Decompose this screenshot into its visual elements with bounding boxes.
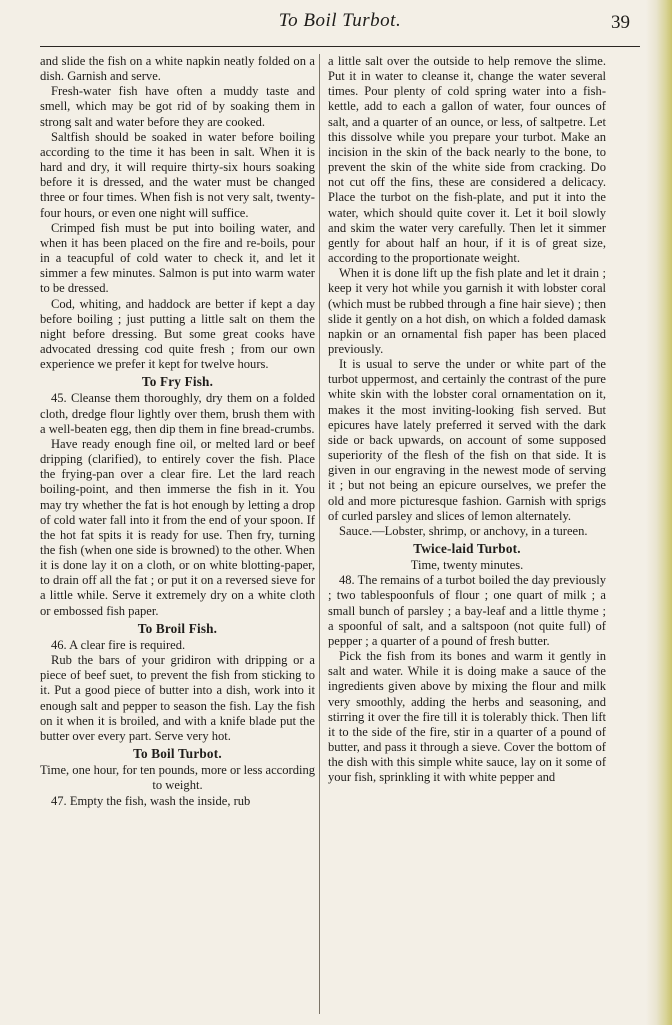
paragraph: Cod, whiting, and haddock are better if kept a day before boiling ; just putting a little salt on them the night before dressing. But some great cooks have advocated dressing cod quite fresh ; from our own experience we prefer it kept for twelve hours. (40, 296, 315, 372)
page-number: 39 (611, 12, 630, 33)
paragraph: Rub the bars of your gridiron with dripping or a piece of beef suet, to prevent the fish from sticking to it. Put a good piece of butter into a dish, work into it enough salt and pepper to season the fish. Lay the fish on it when it is broiled, and with a knife blade put the butter over every part. Serve very hot. (40, 653, 315, 743)
page-header (40, 10, 640, 40)
paragraph: and slide the fish on a white napkin neatly folded on a dish. Garnish and serve. (40, 54, 315, 84)
paragraph: Crimped fish must be put into boiling water, and when it has been placed on the fire and re-boils, pour in a teacupful of cold water to check it, and let it simmer a few minutes. Salmon is put into warm water to be dressed. (40, 220, 315, 296)
section-heading: To Boil Turbot. (133, 746, 222, 762)
page-edge (646, 0, 672, 1025)
paragraph: 47. Empty the fish, wash the inside, rub (51, 793, 251, 808)
paragraph: Saltfish should be soaked in water before boiling according to the time it has been in salt. When it is hard and dry, it will require thirty-six hours soaking before it is dressed, and the water must be changed three or four times. When fish is not very salt, twenty-four hours, or even one night will suffice. (40, 129, 315, 220)
section-heading: To Broil Fish. (137, 620, 218, 636)
time-note: Time, one hour, for ten pounds, more or less according to weight. (40, 763, 316, 793)
paragraph: a little salt over the outside to help remove the slime. Put it in water to cleanse it, change the water several times. Pour plenty of cold spring water into a fish-kettle, add to each a gallon of water, four ounces of salt, and a quarter of an ounce, or less, of saltpetre. Let this dissolve while you prepare your turbot. Make an incision in the skin of the back nearly to the bone, to prevent the skin of the white side from cracking. Do not cut off the fins, these are considered a delicacy. Place the turbot on the fish-plate, and put it into the water, which should quite cover it. Let it boil slowly and skim the water very carefully. Then let it simmer gently for about half an hour, if it is of great size, according to the proportionate weight. (328, 54, 606, 266)
paragraph: When it is done lift up the fish plate and let it drain ; keep it very hot while you garnish it with lobster coral (which must be rubbed through a fine hair sieve) ; then slide it gently on a hot dish, on which a folded damask napkin or an ornamental fish paper has been placed previously. (328, 266, 606, 356)
paragraph: Fresh-water fish have often a muddy taste and smell, which may be got rid of by soaking them in strong salt and water before they are cooked. (40, 84, 315, 129)
section-heading: Twice-laid Turbot. (413, 541, 521, 556)
header-rule (40, 46, 640, 47)
column-divider (319, 54, 320, 1014)
time-note: Time, twenty minutes. (410, 558, 524, 573)
paragraph: 48. The remains of a turbot boiled the day previously ; two tablespoonfuls of flour ; one quart of milk ; a small bunch of parsley ; a bay-leaf and a little thyme ; a spoonful of salt, and a saltspoon (not quite full) of pepper ; a quarter of a pound of fresh butter. (328, 573, 606, 648)
paragraph: Sauce.—Lobster, shrimp, or anchovy, in a tureen. (339, 523, 588, 538)
right-column (328, 54, 606, 1019)
left-column (40, 54, 315, 1019)
paragraph: Pick the fish from its bones and warm it gently in salt and water. While it is doing make a sauce of the ingredients given above by mixing the flour and milk very smoothly, adding the herbs and seasoning, and stirring it over the fire till it is tolerably thick. Then lift it to the side of the fire, stir in a quarter of a pound of butter, and pass it through a sieve. Cover the bottom of the dish with this simple white sauce, lay on it some of your fish, sprinkling it with white pepper and (328, 649, 606, 785)
paragraph: Have ready enough fine oil, or melted lard or beef dripping (clarified), to entirely cover the fish. Place the frying-pan over a clear fire. Let the lard reach boiling-point, and then immerse the fish in it. You may try whether the fat is hot enough by letting a drop of cold water fall into it from the end of your spoon. If the hot fat spits it is ready for use. Then fry, turning the fish (when one side is browned) to the other. When it is done lay it on a cloth, or on white blotting-paper, to drain off all the fat ; or put it on a reversed sieve for a little while. Serve it extremely dry on a white cloth or embossed fish paper. (40, 436, 315, 618)
section-heading: To Fry Fish. (141, 374, 214, 390)
paragraph: 45. Cleanse them thoroughly, dry them on a folded cloth, dredge flour lightly over them, brush them with a well-beaten egg, then dip them in fine bread-crumbs. (40, 391, 315, 436)
paragraph: 46. A clear fire is required. (51, 637, 186, 652)
paragraph: It is usual to serve the under or white part of the turbot uppermost, and certainly the contrast of the pure white skin with the lobster coral ornamentation on it, makes it the most inviting-looking fish served. But epicures have lately preferred it served with the dark side or back upwards, on account of some supposed superiority of the flesh of the fish on that side. It is given in our engraving in the newest mode of serving it ; but not being an epicure ourselves, we prefer the old and more picturesque fashion. Garnish with sprigs of curled parsley and slices of lemon alternately. (328, 357, 606, 523)
running-title: To Boil Turbot. (278, 10, 402, 31)
